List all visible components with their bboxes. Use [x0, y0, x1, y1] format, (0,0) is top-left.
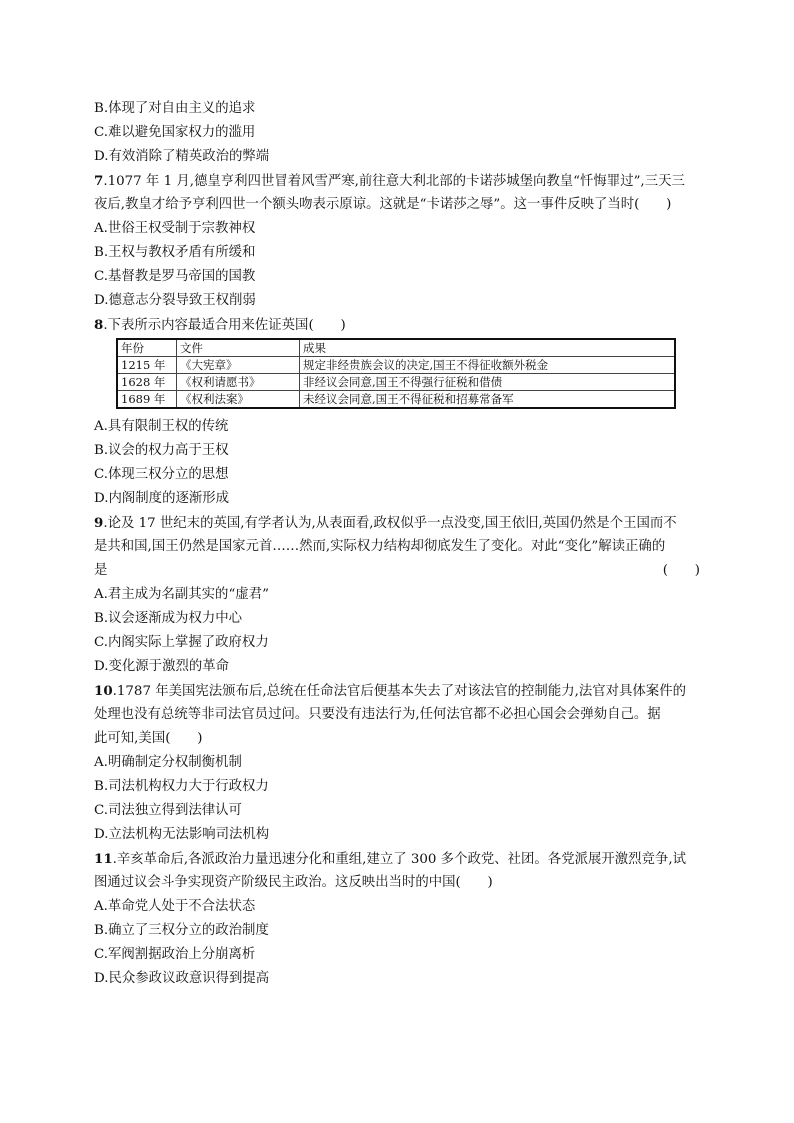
- table-cell: 未经议会同意,国王不得征税和招募常备军: [300, 391, 676, 409]
- q9-stem-line-3: 是 ( ): [94, 563, 700, 578]
- q7-option-c: C.基督教是罗马帝国的国教: [94, 269, 256, 284]
- table-header-row: [117, 339, 675, 357]
- q9-stem-line-2: 是共和国,国王仍然是国家元首……然而,实际权力结构却彻底发生了变化。对此“变化”解读正确的: [94, 539, 666, 554]
- table-row: [117, 391, 675, 409]
- q9-option-d: D.变化源于激烈的革命: [94, 659, 230, 674]
- q10-option-b: B.司法机构权力大于行政权力: [94, 779, 269, 794]
- q8-option-a: A.具有限制王权的传统: [94, 419, 229, 434]
- q11-option-d: D.民众参政议政意识得到提高: [94, 971, 270, 986]
- q10-number: 10: [94, 683, 113, 699]
- q6-option-d: D.有效消除了精英政治的弊端: [94, 149, 270, 164]
- table-cell: 非经议会同意,国王不得强行征税和借债: [300, 374, 676, 391]
- q10-stem-line-3: 此可知,美国( ): [94, 731, 203, 746]
- table-header-cell: 年份: [117, 339, 177, 357]
- table-cell: 1215 年: [117, 357, 177, 374]
- q9-option-c: C.内阁实际上掌握了政府权力: [94, 635, 269, 650]
- q8-document-table: [116, 338, 676, 409]
- q10-stem-line-2: 处理也没有总统等非司法官员过问。只要没有违法行为,任何法官都不必担心国会会弹劾自己。据: [94, 707, 661, 722]
- q7-option-a: A.世俗王权受制于宗教神权: [94, 221, 256, 236]
- q11-number: 11: [94, 851, 113, 867]
- table-cell: 规定非经贵族会议的决定,国王不得征收额外税金: [300, 357, 676, 374]
- q7-stem-line-2: 夜后,教皇才给予亨利四世一个额头吻表示原谅。这就是“卡诺莎之辱”。这一事件反映了当时( ): [94, 197, 672, 212]
- q8-stem: 8.下表所示内容最适合用来佐证英国( ): [94, 317, 346, 333]
- table-row: [117, 357, 675, 374]
- q8-number: 8: [94, 317, 104, 333]
- table-header-cell: 成果: [300, 339, 676, 357]
- q9-option-a: A.君主成为名副其实的“虚君”: [94, 587, 269, 602]
- q11-stem-line-1: 11.辛亥革命后,各派政治力量迅速分化和重组,建立了 300 多个政党、社团。各党派展开激烈竞争,试: [94, 851, 686, 867]
- q10-option-d: D.立法机构无法影响司法机构: [94, 827, 270, 842]
- q9-number: 9: [94, 515, 104, 531]
- q6-option-c: C.难以避免国家权力的滥用: [94, 125, 256, 140]
- q7-number: 7: [94, 173, 104, 189]
- table-header-cell: 文件: [177, 339, 300, 357]
- q10-option-a: A.明确制定分权制衡机制: [94, 755, 242, 770]
- table-cell: 《大宪章》: [177, 357, 300, 374]
- table-cell: 1628 年: [117, 374, 177, 391]
- table-cell: 《权利法案》: [177, 391, 300, 409]
- q11-stem-line-2: 图通过议会斗争实现资产阶级民主政治。这反映出当时的中国( ): [94, 875, 493, 890]
- table-row: [117, 374, 675, 391]
- q9-answer-blank: ( ): [662, 563, 700, 578]
- q7-stem-line-1: 7.1077 年 1 月,德皇亨利四世冒着风雪严寒,前往意大利北部的卡诺莎城堡向教皇“忏悔罪过”,三天三: [94, 173, 685, 189]
- q9-stem-line-1: 9.论及 17 世纪末的英国,有学者认为,从表面看,政权似乎一点没变,国王依旧,英国仍然是个王国而不: [94, 515, 677, 531]
- q8-option-c: C.体现三权分立的思想: [94, 467, 229, 482]
- q10-option-c: C.司法独立得到法律认可: [94, 803, 242, 818]
- q7-option-b: B.王权与教权矛盾有所缓和: [94, 245, 256, 260]
- q8-option-d: D.内阁制度的逐渐形成: [94, 491, 230, 506]
- q9-option-b: B.议会逐渐成为权力中心: [94, 611, 243, 626]
- q10-stem-line-1: 10.1787 年美国宪法颁布后,总统在任命法官后便基本失去了对该法官的控制能力,法官对具体案件的: [94, 683, 686, 699]
- table-cell: 《权利请愿书》: [177, 374, 300, 391]
- q11-option-a: A.革命党人处于不合法状态: [94, 899, 256, 914]
- q7-option-d: D.德意志分裂导致王权削弱: [94, 293, 256, 308]
- q6-option-b: B.体现了对自由主义的追求: [94, 101, 256, 116]
- q11-option-b: B.确立了三权分立的政治制度: [94, 923, 269, 938]
- table-cell: 1689 年: [117, 391, 177, 409]
- q11-option-c: C.军阀割据政治上分崩离析: [94, 947, 256, 962]
- q8-option-b: B.议会的权力高于王权: [94, 443, 229, 458]
